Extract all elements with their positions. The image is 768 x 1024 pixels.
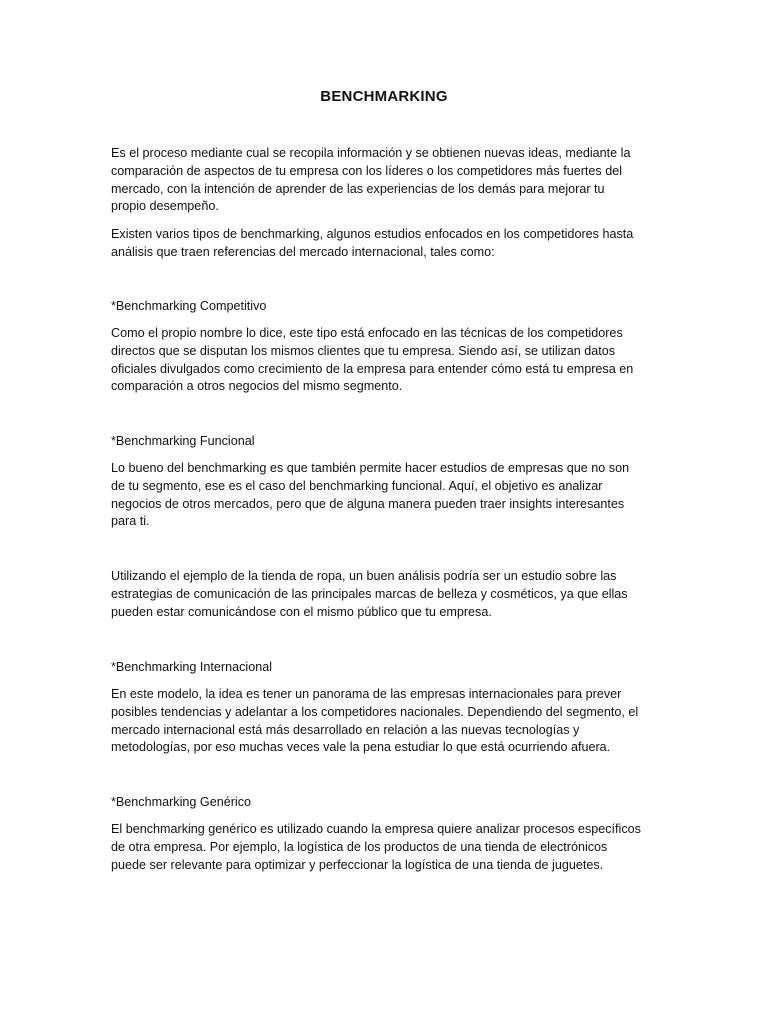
text-line: posibles tendencias y adelantar a los competidores nacionales. Dependiendo del segmento, el <box>111 704 639 719</box>
text-line: metodologías, por eso muchas veces vale la pena estudiar lo que está ocurriendo afuera. <box>111 740 611 755</box>
section-heading-functional: *Benchmarking Funcional <box>111 434 255 448</box>
text-line: oficiales divulgados como crecimiento de la empresa para entender cómo está tu empresa en <box>111 361 634 376</box>
text-line: puede ser relevante para optimizar y perfeccionar la logística de una tienda de juguetes. <box>111 857 604 872</box>
text-line: propio desempeño. <box>111 199 219 214</box>
types-intro-paragraph <box>111 226 656 262</box>
text-line: estrategias de comunicación de las principales marcas de belleza y cosméticos, ya que ellas <box>111 586 628 601</box>
text-line: pueden estar comunicándose con el mismo público que tu empresa. <box>111 604 492 619</box>
text-line: análisis que traen referencias del mercado internacional, tales como: <box>111 244 495 259</box>
text-line: de tu segmento, ese es el caso del benchmarking funcional. Aquí, el objetivo es analizar <box>111 478 603 493</box>
text-line: mercado, con la intención de aprender de las experiencias de los demás para mejorar tu <box>111 181 605 196</box>
text-line: Existen varios tipos de benchmarking, algunos estudios enfocados en los competidores hasta <box>111 227 634 241</box>
text-line: comparación de aspectos de tu empresa con los líderes o los competidores más fuertes del <box>111 163 623 178</box>
text-line: comparación a otros negocios del mismo segmento. <box>111 379 403 394</box>
functional-example-paragraph <box>111 568 656 621</box>
section-heading-generic: *Benchmarking Genérico <box>111 795 252 809</box>
section-heading-competitive: *Benchmarking Competitivo <box>111 299 267 313</box>
text-line: mercado internacional está más desarrollado en relación a las nuevas tecnologías y <box>111 722 580 737</box>
text-line: En este modelo, la idea es tener un panorama de las empresas internacionales para prever <box>111 687 622 701</box>
text-line: de otra empresa. Por ejemplo, la logística de los productos de una tienda de electrónicos <box>111 839 608 854</box>
generic-paragraph <box>111 821 656 874</box>
text-line: para ti. <box>111 514 150 529</box>
text-line: directos que se disputan los mismos clientes que tu empresa. Siendo así, se utilizan datos <box>111 343 616 358</box>
text-line: negocios de otros mercados, pero que de alguna manera pueden traer insights interesantes <box>111 496 625 511</box>
competitive-paragraph <box>111 325 656 396</box>
text-line: Lo bueno del benchmarking es que también permite hacer estudios de empresas que no son <box>111 461 630 475</box>
text-line: Utilizando el ejemplo de la tienda de ropa, un buen análisis podría ser un estudio sobre las <box>111 569 617 583</box>
international-paragraph <box>111 686 656 757</box>
text-line: El benchmarking genérico es utilizado cuando la empresa quiere analizar procesos específicos <box>111 822 641 836</box>
section-heading-international: *Benchmarking Internacional <box>111 660 273 674</box>
text-line: Como el propio nombre lo dice, este tipo está enfocado en las técnicas de los competidores <box>111 326 623 340</box>
functional-paragraph <box>111 460 656 531</box>
text-line: Es el proceso mediante cual se recopila información y se obtienen nuevas ideas, mediante la <box>111 146 631 160</box>
intro-paragraph <box>111 145 656 216</box>
document-title: BENCHMARKING <box>320 88 448 105</box>
